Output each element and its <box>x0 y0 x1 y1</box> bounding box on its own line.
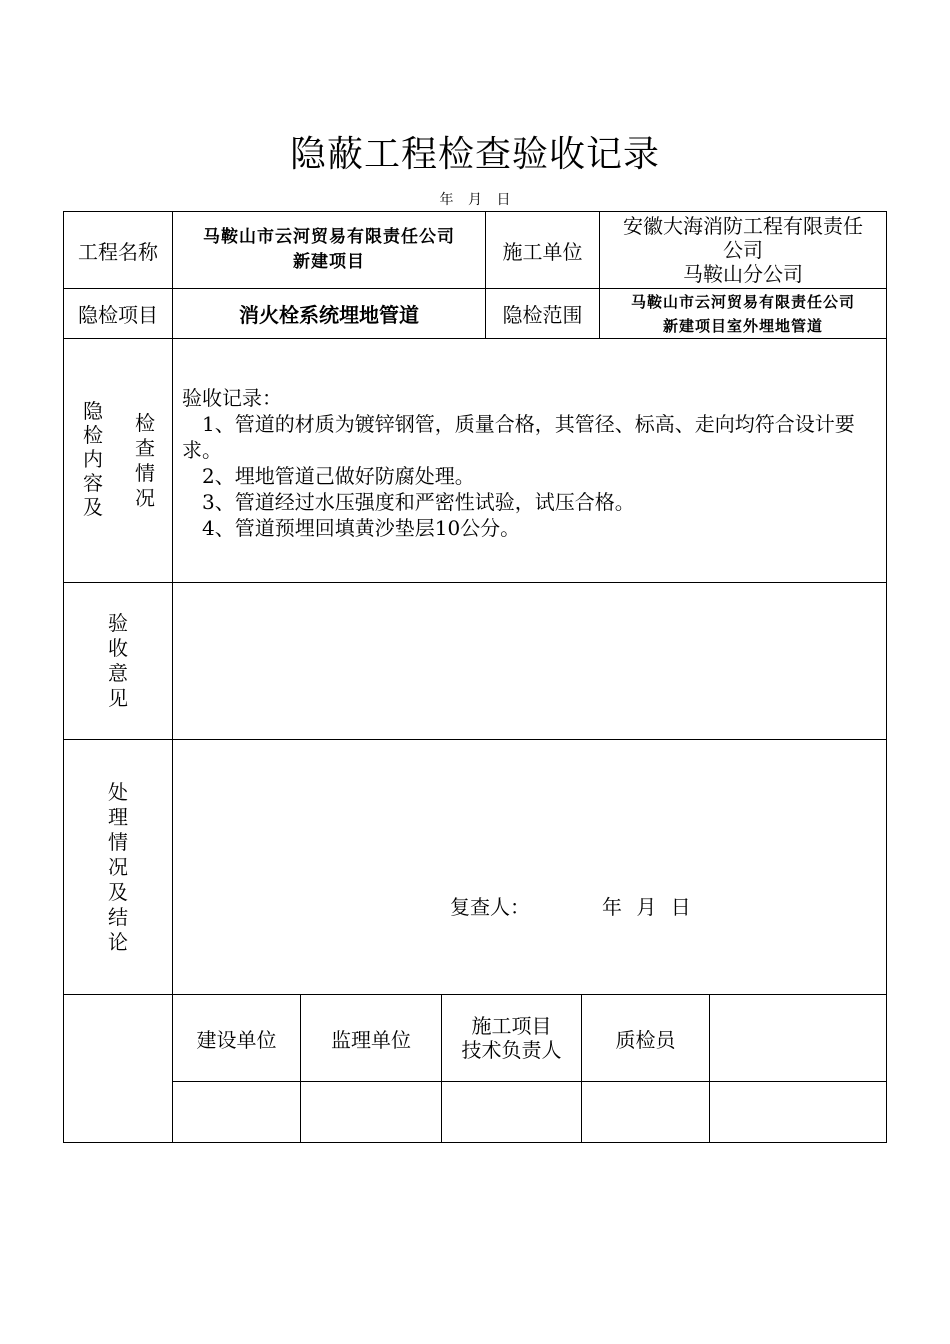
supervision-unit-signature[interactable] <box>301 1082 441 1142</box>
handling-conclusion-field[interactable] <box>173 740 886 994</box>
extra-signature-field[interactable] <box>710 1082 886 1142</box>
reviewer-date: 年 月 日 <box>602 895 691 919</box>
supervision-unit-header: 监理单位 <box>331 1027 411 1052</box>
inspection-table <box>63 211 887 1143</box>
acceptance-record <box>182 385 880 541</box>
inspection-scope-value: 马鞍山市云河贸易有限责任公司 新建项目室外埋地管道 <box>630 292 855 335</box>
acceptance-item: 1、管道的材质为镀锌钢管，质量合格，其管径、标高、走向均符合设计要求。 <box>182 412 855 462</box>
inspection-content-label-right: 检 查 情 况 <box>135 411 155 510</box>
project-name-label: 工程名称 <box>78 239 158 264</box>
inspection-content-label-left: 隐 检 内 容 及 <box>83 399 103 519</box>
reviewer-label: 复查人： <box>450 895 530 919</box>
acceptance-record-heading: 验收记录： <box>182 386 282 410</box>
inspection-item-value: 消火栓系统埋地管道 <box>239 303 419 327</box>
inspection-item-label: 隐检项目 <box>78 303 158 327</box>
inspection-content-label <box>64 339 172 582</box>
construction-owner-signature[interactable] <box>173 1082 300 1142</box>
quality-inspector-header: 质检员 <box>615 1027 676 1052</box>
acceptance-item: 4、管道预埋回填黄沙垫层10公分。 <box>202 516 521 540</box>
acceptance-opinion-field[interactable] <box>173 583 886 739</box>
page-title: 隐蔽工程检查验收记录 <box>289 134 660 175</box>
acceptance-item: 2、埋地管道己做好防腐处理。 <box>202 464 475 488</box>
construction-unit-value: 安徽大海消防工程有限责任 公司 马鞍山分公司 <box>623 214 863 286</box>
date-line: 年 月 日 <box>439 192 511 208</box>
handling-conclusion-label: 处 理 情 况 及 结 论 <box>108 779 128 954</box>
quality-inspector-signature[interactable] <box>582 1082 709 1142</box>
construction-unit-label: 施工单位 <box>502 239 583 264</box>
acceptance-item: 3、管道经过水压强度和严密性试验，试压合格。 <box>202 490 635 514</box>
project-name-value: 马鞍山市云河贸易有限责任公司 新建项目 <box>203 227 455 272</box>
construction-owner-header: 建设单位 <box>196 1027 277 1052</box>
technical-lead-signature[interactable] <box>442 1082 581 1142</box>
inspection-scope-label: 隐检范围 <box>502 303 583 327</box>
extra-header-field[interactable] <box>710 995 886 1081</box>
acceptance-opinion-label: 验 收 意 见 <box>108 611 128 710</box>
technical-lead-header: 施工项目 技术负责人 <box>461 1014 562 1062</box>
